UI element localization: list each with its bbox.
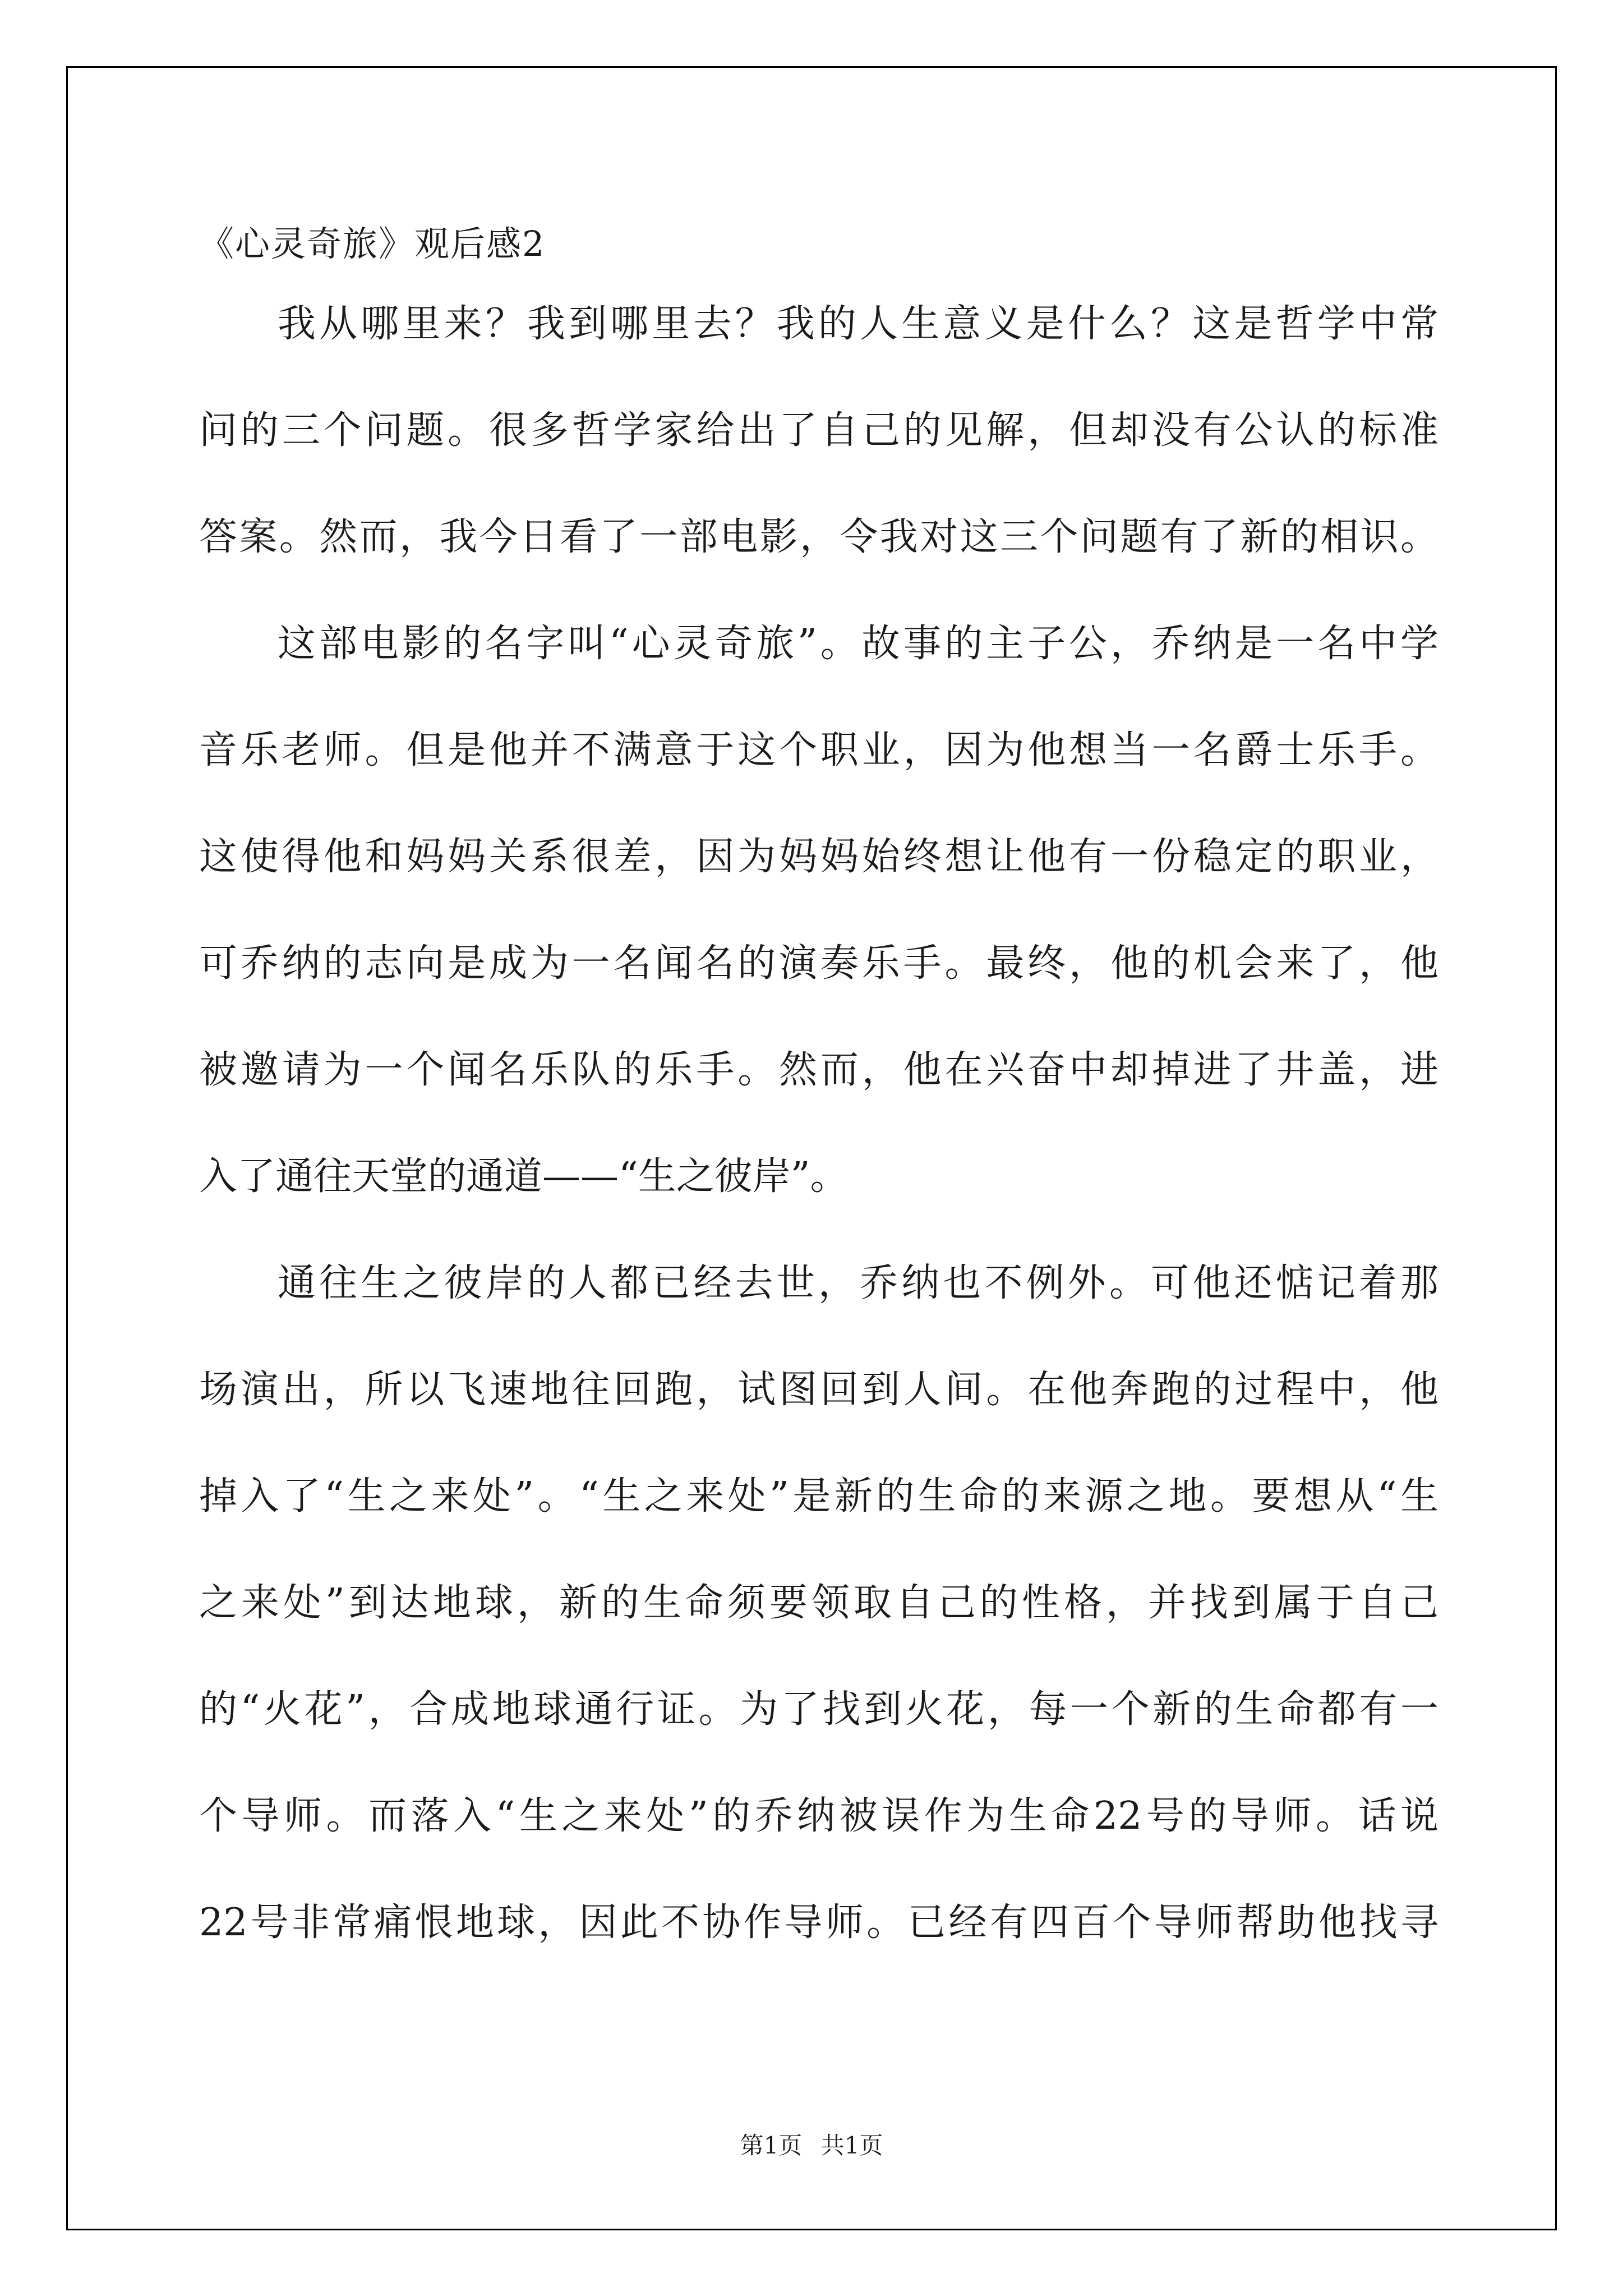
page-footer [0,2129,1623,2162]
paragraph-line: 我从哪里来？我到哪里去？我的人生意义是什么？这是哲学中常 [278,302,1438,346]
paragraph-line: 这部电影的名字叫“心灵奇旅”。故事的主子公，乔纳是一名中学 [278,622,1438,666]
document-title: 《心灵奇旅》观后感2 [199,223,546,264]
paragraph-line: 之来处”到达地球，新的生命须要领取自己的性格，并找到属于自己 [199,1581,1438,1625]
paragraph-line: 掉入了“生之来处”。“生之来处”是新的生命的来源之地。要想从“生 [199,1474,1438,1519]
paragraph-line: 可乔纳的志向是成为一名闻名的演奏乐手。最终，他的机会来了，他 [199,941,1438,986]
page-total: 共1页 [820,2132,883,2159]
paragraph-line: 音乐老师。但是他并不满意于这个职业，因为他想当一名爵士乐手。 [199,728,1438,772]
page-number: 第1页 [740,2132,803,2159]
paragraph-line: 个导师。而落入“生之来处”的乔纳被误作为生命22号的导师。话说 [199,1794,1438,1838]
paragraph-line: 场演出，所以飞速地往回跑，试图回到人间。在他奔跑的过程中，他 [199,1368,1438,1412]
paragraph-line: 22号非常痛恨地球，因此不协作导师。已经有四百个导师帮助他找寻 [199,1901,1438,1945]
paragraph-line: 这使得他和妈妈关系很差，因为妈妈始终想让他有一份稳定的职业， [199,835,1438,879]
paragraph-line: 入了通往天堂的通道——“生之彼岸”。 [199,1154,849,1199]
paragraph-line: 通往生之彼岸的人都已经去世，乔纳也不例外。可他还惦记着那 [278,1261,1438,1305]
paragraph-line: 被邀请为一个闻名乐队的乐手。然而，他在兴奋中却掉进了井盖，进 [199,1048,1438,1092]
paragraph-line: 问的三个问题。很多哲学家给出了自己的见解，但却没有公认的标准 [199,408,1438,453]
paragraph-line: 答案。然而，我今日看了一部电影，令我对这三个问题有了新的相识。 [199,515,1438,559]
paragraph-line: 的“火花”，合成地球通行证。为了找到火花，每一个新的生命都有一 [199,1687,1438,1732]
